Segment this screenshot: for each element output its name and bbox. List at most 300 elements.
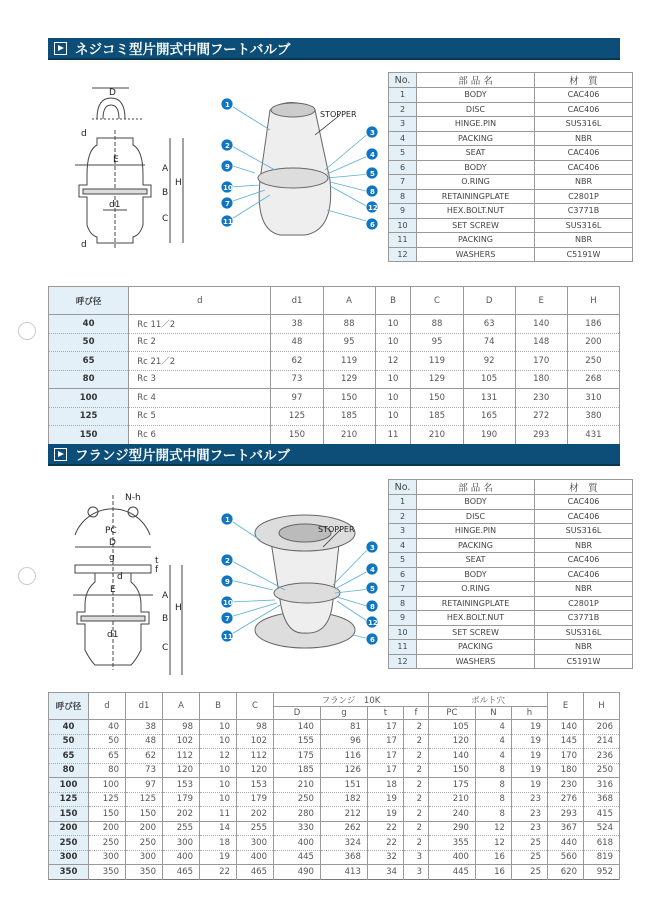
- parts-row: [389, 582, 633, 597]
- table-cell: 214: [584, 734, 620, 749]
- table-cell: 8: [475, 792, 511, 807]
- table-row: [49, 389, 620, 408]
- table-cell: 23: [511, 821, 547, 836]
- table-row: [49, 807, 620, 822]
- table-cell: 250: [567, 352, 619, 371]
- table-cell: 8: [475, 763, 511, 778]
- part-number: 9: [389, 204, 417, 219]
- table-cell: 23: [511, 807, 547, 822]
- part-material: SUS316L: [535, 117, 633, 132]
- table-cell: 50: [89, 734, 126, 749]
- table-cell: 250: [584, 763, 620, 778]
- table-cell: 119: [323, 352, 375, 371]
- table-cell: 250: [89, 836, 126, 851]
- svg-text:11: 11: [223, 218, 233, 226]
- part-material: C5191W: [535, 654, 633, 669]
- parts-row: [389, 640, 633, 655]
- table-cell: 293: [515, 426, 567, 445]
- column-header: 呼び径: [49, 287, 129, 315]
- table-cell: 200: [126, 821, 163, 836]
- part-material: NBR: [535, 538, 633, 553]
- table-cell: 202: [237, 807, 274, 822]
- table-cell: 368: [584, 792, 620, 807]
- svg-text:3: 3: [370, 544, 375, 552]
- table-cell: 2: [403, 763, 428, 778]
- part-number: 6: [389, 567, 417, 582]
- table-cell: 400: [163, 850, 200, 865]
- table-cell: 88: [411, 315, 463, 334]
- table-cell: 10: [375, 370, 411, 389]
- table-cell: 150: [323, 389, 375, 408]
- table-cell: 95: [323, 333, 375, 352]
- part-number: 11: [389, 640, 417, 655]
- nominal-size-cell: 100: [49, 778, 89, 793]
- parts-table-flange: [388, 479, 633, 669]
- parts-row: [389, 596, 633, 611]
- svg-text:11: 11: [223, 633, 233, 641]
- part-name: BODY: [417, 567, 535, 582]
- nominal-size-cell: 50: [49, 333, 129, 352]
- part-name: BODY: [417, 495, 535, 510]
- svg-text:12: 12: [368, 204, 378, 212]
- table-cell: 19: [367, 807, 403, 822]
- table-cell: 81: [320, 720, 367, 735]
- parts-row: [389, 247, 633, 262]
- table-cell: 445: [428, 865, 475, 880]
- table-cell: 2: [403, 807, 428, 822]
- svg-text:d: d: [81, 240, 87, 250]
- svg-text:8: 8: [370, 188, 375, 196]
- table-cell: 150: [428, 763, 475, 778]
- table-cell: 180: [548, 763, 584, 778]
- table-header-row: No. 部 品 名 材 質: [389, 73, 633, 88]
- column-subheader: N: [475, 707, 511, 720]
- table-cell: 400: [428, 850, 475, 865]
- part-number: 4: [389, 131, 417, 146]
- part-material: CAC406: [535, 509, 633, 524]
- table-row: [49, 734, 620, 749]
- nominal-size-cell: 150: [49, 426, 129, 445]
- flange-valve-cutaway-illustration: [215, 505, 385, 655]
- table-cell: 10: [200, 792, 237, 807]
- part-name: HINGE.PIN: [417, 524, 535, 539]
- table-cell: 620: [548, 865, 584, 880]
- table-cell: 2: [403, 836, 428, 851]
- part-number: 3: [389, 524, 417, 539]
- table-cell: 23: [511, 792, 547, 807]
- table-cell: 148: [515, 333, 567, 352]
- part-number: 11: [389, 233, 417, 248]
- nominal-size-cell: 250: [49, 836, 89, 851]
- table-cell: 250: [126, 836, 163, 851]
- part-material: CAC406: [535, 160, 633, 175]
- table-cell: 272: [515, 407, 567, 426]
- table-cell: 165: [463, 407, 515, 426]
- table-cell: 300: [126, 850, 163, 865]
- parts-row: [389, 175, 633, 190]
- part-name: RETAININGPLATE: [417, 189, 535, 204]
- table-cell: 368: [320, 850, 367, 865]
- svg-text:g: g: [109, 553, 115, 563]
- table-cell: 10: [375, 407, 411, 426]
- part-material: CAC406: [535, 146, 633, 161]
- part-name: PACKING: [417, 233, 535, 248]
- table-cell: 255: [237, 821, 274, 836]
- svg-text:C: C: [162, 214, 169, 224]
- part-number: 5: [389, 553, 417, 568]
- svg-text:7: 7: [225, 200, 230, 208]
- part-number: 12: [389, 247, 417, 262]
- column-header: C: [411, 287, 463, 315]
- part-material: SUS316L: [535, 524, 633, 539]
- column-subheader: g: [320, 707, 367, 720]
- section-title-flange: [48, 444, 620, 466]
- part-material: CAC406: [535, 553, 633, 568]
- section-title-text: フランジ型片開式中間フートバルブ: [75, 448, 290, 464]
- table-cell: 250: [274, 792, 321, 807]
- table-cell: 40: [89, 720, 126, 735]
- part-number: 1: [389, 88, 417, 103]
- column-subheader: t: [367, 707, 403, 720]
- table-cell: 524: [584, 821, 620, 836]
- part-number: 2: [389, 102, 417, 117]
- table-cell: 19: [511, 778, 547, 793]
- part-material: C2801P: [535, 596, 633, 611]
- table-cell: 350: [126, 865, 163, 880]
- part-number: 1: [389, 495, 417, 510]
- svg-text:8: 8: [370, 603, 375, 611]
- table-cell: Rc 4: [129, 389, 271, 408]
- parts-row: [389, 495, 633, 510]
- part-number: 10: [389, 625, 417, 640]
- part-number: 2: [389, 509, 417, 524]
- part-number: 8: [389, 596, 417, 611]
- table-cell: 150: [271, 426, 323, 445]
- table-cell: 293: [548, 807, 584, 822]
- part-name: HEX.BOLT.NUT: [417, 204, 535, 219]
- table-cell: 153: [237, 778, 274, 793]
- svg-text:B: B: [162, 188, 169, 198]
- nominal-size-cell: 40: [49, 315, 129, 334]
- table-row: [49, 778, 620, 793]
- column-subheader: f: [403, 707, 428, 720]
- table-cell: Rc 21／2: [129, 352, 271, 371]
- column-subheader: D: [274, 707, 321, 720]
- table-cell: 212: [320, 807, 367, 822]
- svg-text:E: E: [113, 155, 119, 165]
- parts-row: [389, 524, 633, 539]
- parts-row: [389, 509, 633, 524]
- table-row: [49, 865, 620, 880]
- table-cell: 819: [584, 850, 620, 865]
- svg-text:4: 4: [370, 151, 375, 159]
- part-name: O.RING: [417, 582, 535, 597]
- part-name: WASHERS: [417, 654, 535, 669]
- table-cell: 48: [126, 734, 163, 749]
- table-cell: 80: [89, 763, 126, 778]
- part-material: NBR: [535, 131, 633, 146]
- part-name: O.RING: [417, 175, 535, 190]
- table-cell: 88: [323, 315, 375, 334]
- table-cell: 210: [323, 426, 375, 445]
- part-material: NBR: [535, 582, 633, 597]
- table-cell: 12: [475, 821, 511, 836]
- nominal-size-cell: 350: [49, 865, 89, 880]
- play-arrow-icon: [54, 42, 67, 55]
- table-cell: 316: [584, 778, 620, 793]
- part-name: RETAININGPLATE: [417, 596, 535, 611]
- table-cell: 350: [89, 865, 126, 880]
- table-row: [49, 720, 620, 735]
- table-cell: 120: [428, 734, 475, 749]
- table-cell: 490: [274, 865, 321, 880]
- table-cell: 300: [163, 836, 200, 851]
- parts-table-screw: [388, 72, 633, 262]
- screw-valve-cross-section-drawing: [45, 85, 195, 265]
- part-number: 9: [389, 611, 417, 626]
- svg-text:N-h: N-h: [125, 493, 141, 503]
- part-name: WASHERS: [417, 247, 535, 262]
- part-name: BODY: [417, 160, 535, 175]
- nominal-size-cell: 80: [49, 370, 129, 389]
- table-header-row: 呼び径 d d1 A B C フランジ 10K ボルト穴 E H: [49, 693, 620, 707]
- parts-row: [389, 102, 633, 117]
- table-cell: 145: [548, 734, 584, 749]
- table-cell: 10: [200, 720, 237, 735]
- part-number: 5: [389, 146, 417, 161]
- table-cell: 355: [428, 836, 475, 851]
- column-header: H: [567, 287, 619, 315]
- table-cell: Rc 6: [129, 426, 271, 445]
- nominal-size-cell: 150: [49, 807, 89, 822]
- table-cell: 185: [323, 407, 375, 426]
- part-name: DISC: [417, 509, 535, 524]
- table-cell: 17: [367, 749, 403, 764]
- table-cell: 48: [271, 333, 323, 352]
- table-header-row: [49, 287, 620, 315]
- table-cell: 62: [271, 352, 323, 371]
- part-number: 12: [389, 654, 417, 669]
- table-cell: 179: [237, 792, 274, 807]
- table-cell: 175: [428, 778, 475, 793]
- table-cell: 92: [463, 352, 515, 371]
- parts-row: [389, 538, 633, 553]
- table-cell: 300: [237, 836, 274, 851]
- table-cell: 16: [475, 865, 511, 880]
- table-cell: 206: [584, 720, 620, 735]
- part-number: 6: [389, 160, 417, 175]
- svg-text:H: H: [175, 178, 182, 188]
- svg-text:9: 9: [225, 578, 230, 586]
- svg-text:3: 3: [370, 129, 375, 137]
- parts-row: [389, 218, 633, 233]
- dimensions-table-flange: [48, 692, 620, 880]
- table-cell: 2: [403, 720, 428, 735]
- parts-row: [389, 160, 633, 175]
- table-cell: 380: [567, 407, 619, 426]
- column-subheader: h: [511, 707, 547, 720]
- binder-hole-top: [18, 322, 36, 340]
- parts-row: [389, 233, 633, 248]
- section-title-text: ネジコミ型片開式中間フートバルブ: [75, 42, 291, 58]
- table-cell: 150: [126, 807, 163, 822]
- table-cell: 97: [271, 389, 323, 408]
- table-cell: 367: [548, 821, 584, 836]
- table-cell: 276: [548, 792, 584, 807]
- svg-text:f: f: [155, 565, 159, 575]
- table-cell: 65: [89, 749, 126, 764]
- table-cell: 400: [237, 850, 274, 865]
- table-cell: 102: [163, 734, 200, 749]
- table-row: [49, 792, 620, 807]
- table-cell: 11: [375, 426, 411, 445]
- table-row: [49, 836, 620, 851]
- table-cell: 415: [584, 807, 620, 822]
- table-row: [49, 333, 620, 352]
- table-cell: 63: [463, 315, 515, 334]
- table-cell: 125: [89, 792, 126, 807]
- svg-text:5: 5: [370, 170, 375, 178]
- part-name: PACKING: [417, 538, 535, 553]
- table-cell: 230: [548, 778, 584, 793]
- table-cell: 74: [463, 333, 515, 352]
- table-cell: 98: [237, 720, 274, 735]
- part-material: CAC406: [535, 495, 633, 510]
- parts-row: [389, 117, 633, 132]
- svg-text:1: 1: [225, 101, 230, 109]
- table-cell: 10: [375, 389, 411, 408]
- table-cell: 105: [463, 370, 515, 389]
- svg-text:d: d: [81, 129, 87, 139]
- table-cell: 112: [163, 749, 200, 764]
- table-cell: 17: [367, 763, 403, 778]
- table-cell: 10: [200, 734, 237, 749]
- table-cell: 34: [367, 865, 403, 880]
- table-cell: 12: [375, 352, 411, 371]
- table-cell: 38: [126, 720, 163, 735]
- table-cell: 236: [584, 749, 620, 764]
- table-cell: 12: [200, 749, 237, 764]
- table-cell: 96: [320, 734, 367, 749]
- nominal-size-cell: 125: [49, 792, 89, 807]
- svg-text:5: 5: [370, 585, 375, 593]
- table-cell: 98: [163, 720, 200, 735]
- table-cell: Rc 11／2: [129, 315, 271, 334]
- nominal-size-cell: 200: [49, 821, 89, 836]
- table-cell: 440: [548, 836, 584, 851]
- table-cell: 150: [411, 389, 463, 408]
- table-cell: 185: [411, 407, 463, 426]
- table-cell: 38: [271, 315, 323, 334]
- nominal-size-cell: 50: [49, 734, 89, 749]
- table-cell: 210: [428, 792, 475, 807]
- table-cell: 19: [367, 792, 403, 807]
- table-header-row: No. 部 品 名 材 質: [389, 480, 633, 495]
- table-cell: 97: [126, 778, 163, 793]
- part-material: NBR: [535, 640, 633, 655]
- table-cell: 140: [274, 720, 321, 735]
- nominal-size-cell: 80: [49, 763, 89, 778]
- parts-row: [389, 625, 633, 640]
- part-number: 3: [389, 117, 417, 132]
- svg-text:1: 1: [225, 516, 230, 524]
- table-cell: 431: [567, 426, 619, 445]
- table-cell: 170: [515, 352, 567, 371]
- table-cell: 230: [515, 389, 567, 408]
- part-name: HINGE.PIN: [417, 117, 535, 132]
- table-cell: 3: [403, 865, 428, 880]
- part-material: NBR: [535, 233, 633, 248]
- part-material: C3771B: [535, 204, 633, 219]
- column-header: d1: [271, 287, 323, 315]
- svg-text:PC: PC: [105, 526, 117, 536]
- table-cell: 2: [403, 749, 428, 764]
- table-cell: 400: [274, 836, 321, 851]
- svg-text:A: A: [162, 164, 169, 174]
- part-number: 8: [389, 189, 417, 204]
- part-name: PACKING: [417, 640, 535, 655]
- part-name: BODY: [417, 88, 535, 103]
- screw-valve-cutaway-illustration: [215, 90, 385, 240]
- table-row: [49, 850, 620, 865]
- column-subheader: PC: [428, 707, 475, 720]
- binder-hole-bottom: [18, 567, 36, 585]
- table-cell: 17: [367, 720, 403, 735]
- table-cell: 185: [274, 763, 321, 778]
- table-cell: 19: [511, 720, 547, 735]
- table-row: [49, 821, 620, 836]
- table-cell: 112: [237, 749, 274, 764]
- table-cell: 14: [200, 821, 237, 836]
- table-cell: 465: [237, 865, 274, 880]
- table-cell: 445: [274, 850, 321, 865]
- part-material: CAC406: [535, 567, 633, 582]
- svg-text:4: 4: [370, 566, 375, 574]
- part-name: SEAT: [417, 146, 535, 161]
- table-cell: 10: [200, 763, 237, 778]
- table-cell: 3: [403, 850, 428, 865]
- svg-text:D: D: [109, 538, 116, 548]
- table-cell: 12: [475, 836, 511, 851]
- table-cell: 155: [274, 734, 321, 749]
- table-cell: 186: [567, 315, 619, 334]
- svg-text:B: B: [162, 614, 169, 624]
- table-cell: 22: [200, 865, 237, 880]
- table-cell: 129: [323, 370, 375, 389]
- table-cell: 2: [403, 821, 428, 836]
- table-cell: 190: [463, 426, 515, 445]
- table-cell: 120: [237, 763, 274, 778]
- nominal-size-cell: 100: [49, 389, 129, 408]
- table-cell: 18: [200, 836, 237, 851]
- table-cell: 153: [163, 778, 200, 793]
- table-cell: 125: [126, 792, 163, 807]
- part-name: PACKING: [417, 131, 535, 146]
- table-cell: 19: [511, 763, 547, 778]
- part-material: C5191W: [535, 247, 633, 262]
- table-cell: 116: [320, 749, 367, 764]
- table-cell: 182: [320, 792, 367, 807]
- svg-text:9: 9: [225, 163, 230, 171]
- play-arrow-icon: [54, 448, 67, 461]
- table-row: [49, 407, 620, 426]
- parts-row: [389, 189, 633, 204]
- table-cell: 310: [567, 389, 619, 408]
- table-cell: 2: [403, 734, 428, 749]
- table-cell: Rc 3: [129, 370, 271, 389]
- column-header: d: [129, 287, 271, 315]
- table-cell: 2: [403, 778, 428, 793]
